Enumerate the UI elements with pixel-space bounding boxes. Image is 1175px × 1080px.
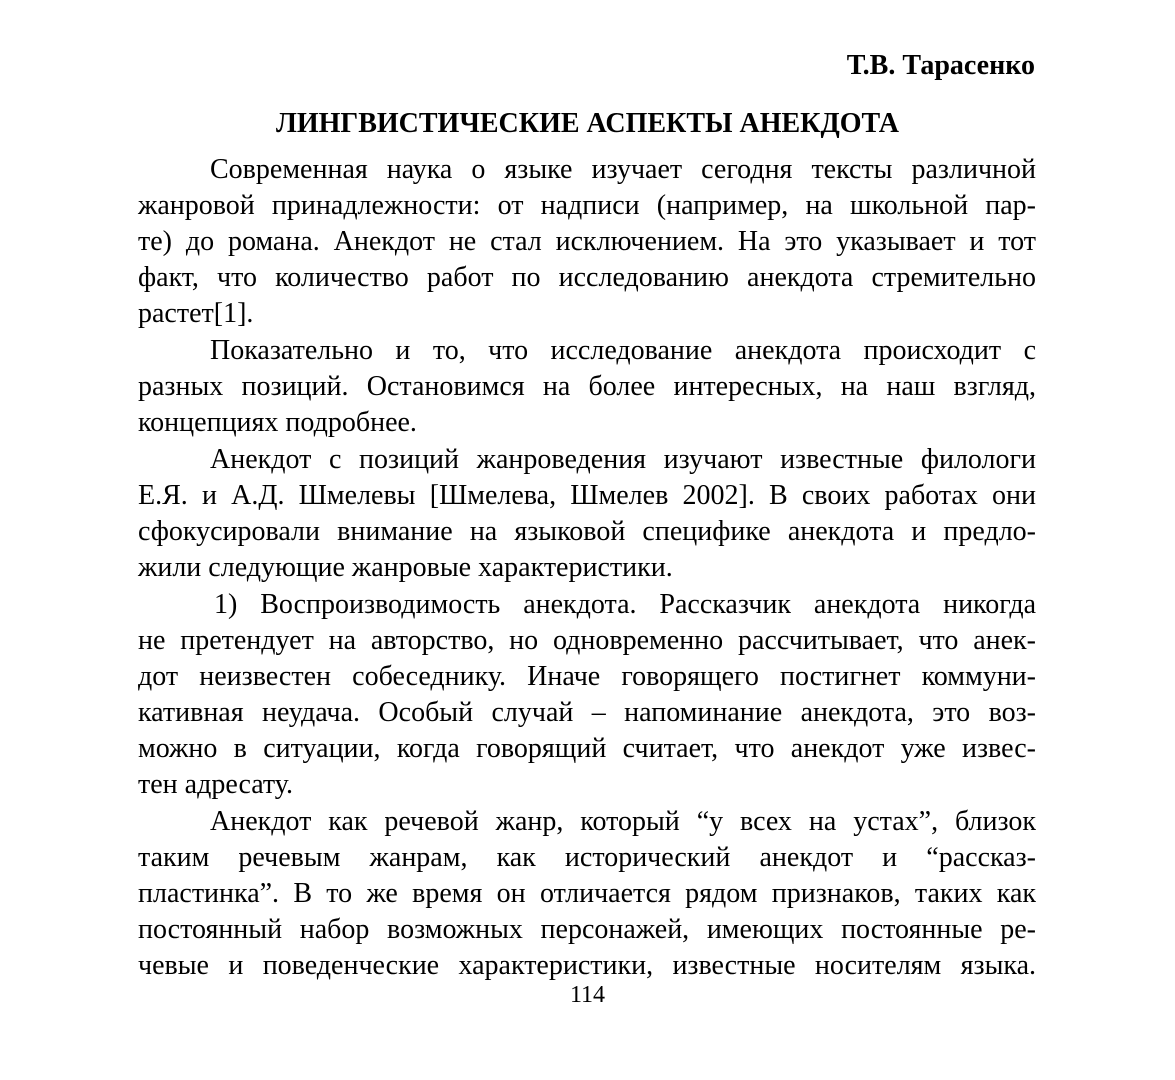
text-line: пластинка”. В то же время он отличается рядом признаков, таких как (138, 878, 1036, 909)
text-line: факт, что количество работ по исследованию анекдота стремительно (138, 262, 1036, 293)
text-line: Показательно и то, что исследование анекдота происходит с (210, 335, 1036, 366)
text-line: Е.Я. и А.Д. Шмелевы [Шмелева, Шмелев 2002]. В своих работах они (138, 480, 1036, 511)
text-line: дот неизвестен собеседнику. Иначе говорящего постигнет коммуни- (138, 661, 1036, 692)
text-line: таким речевым жанрам, как исторический анекдот и “рассказ- (138, 842, 1036, 873)
text-line: постоянный набор возможных персонажей, имеющих постоянные ре- (138, 914, 1036, 945)
paragraph (138, 152, 1036, 332)
text-line: разных позиций. Остановимся на более интересных, на наш взгляд, (138, 371, 1036, 402)
text-line: жили следующие жанровые характеристики. (138, 552, 673, 583)
text-line: те) до романа. Анекдот не стал исключением. На это указывает и тот (138, 226, 1036, 257)
paragraph (138, 442, 1036, 586)
text-line: жанровой принадлежности: от надписи (например, на школьной пар- (138, 190, 1036, 221)
author-name: Т.В. Тарасенко (846, 50, 1035, 81)
paragraph (138, 587, 1036, 803)
text-line: сфокусировали внимание на языковой специфике анекдота и предло- (138, 516, 1036, 547)
text-line: тен адресату. (138, 769, 293, 800)
article-body (138, 152, 1036, 985)
article-title: ЛИНГВИСТИЧЕСКИЕ АСПЕКТЫ АНЕКДОТА (275, 108, 900, 139)
text-line: Анекдот как речевой жанр, который “у всех на устах”, близок (210, 806, 1036, 837)
text-line: чевые и поведенческие характеристики, известные носителям языка. (138, 950, 1036, 981)
text-line: можно в ситуации, когда говорящий считает, что анекдот уже извес- (138, 733, 1036, 764)
text-line: Анекдот с позиций жанроведения изучают известные филологи (210, 444, 1036, 475)
paragraph (138, 333, 1036, 441)
text-line: растет[1]. (138, 298, 254, 329)
text-line: концепциях подробнее. (138, 407, 417, 438)
text-line: Современная наука о языке изучает сегодня тексты различной (210, 154, 1036, 185)
text-line: 1) Воспроизводимость анекдота. Рассказчик анекдота никогда (214, 589, 1036, 620)
text-line: кативная неудача. Особый случай – напоминание анекдота, это воз- (138, 697, 1036, 728)
text-line: не претендует на авторство, но одновременно рассчитывает, что анек- (138, 625, 1036, 656)
page-number: 114 (569, 982, 606, 1008)
paragraph (138, 804, 1036, 984)
